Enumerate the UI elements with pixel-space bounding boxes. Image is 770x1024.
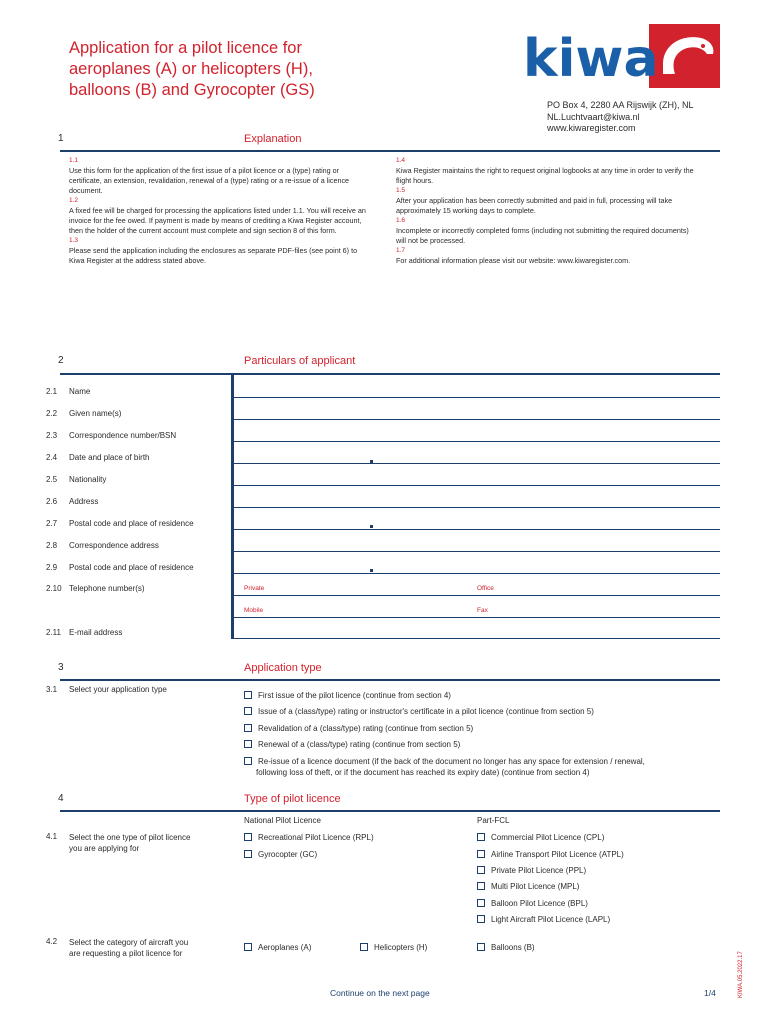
option-label: Renewal of a (class/type) rating (continue from section 5) [258, 740, 461, 749]
page-number: 1/4 [704, 988, 716, 998]
row-number: 4.2 [46, 937, 58, 946]
checkbox[interactable] [244, 707, 252, 715]
row-label-line: are requesting a pilot licence for [69, 949, 183, 958]
checkbox[interactable] [244, 850, 252, 858]
checkbox[interactable] [244, 691, 252, 699]
checkbox[interactable] [477, 899, 485, 907]
option-gc[interactable] [244, 849, 317, 860]
nationality-field[interactable] [234, 485, 720, 486]
section-divider [60, 679, 720, 681]
section-title: Explanation [244, 133, 302, 145]
checkbox[interactable] [477, 866, 485, 874]
checkbox[interactable] [244, 833, 252, 841]
section-number: 4 [58, 793, 64, 804]
page-title [69, 38, 369, 101]
checkbox[interactable] [244, 740, 252, 748]
item-text: For additional information please visit our website: www.kiwaregister.com. [396, 256, 631, 265]
section-divider [60, 810, 720, 812]
item-text: A fixed fee will be charged for processing the applications listed under 1.1. You will receive an invoice for the fee owed. If payment is made by means of crediting a Kiwa Register account, then the holder of the current account must complete and sign section 8 of this form. [69, 206, 366, 235]
row-label-line: Select the category of aircraft you [69, 938, 189, 947]
correspondence-number-field[interactable] [234, 441, 720, 442]
phone-fax-label: Fax [477, 607, 488, 614]
phone-mobile-label: Mobile [244, 607, 264, 614]
postal-code-field[interactable] [234, 529, 720, 530]
row-number: 2.10 [46, 584, 62, 593]
logo-text: kiwa [523, 29, 659, 88]
checkbox[interactable] [477, 850, 485, 858]
item-number: 1.7 [396, 247, 406, 254]
field-separator-dot [370, 569, 373, 572]
email-field[interactable] [234, 638, 720, 639]
checkbox[interactable] [477, 915, 485, 923]
row-number: 2.5 [46, 475, 58, 484]
row-label: Telephone number(s) [69, 584, 145, 593]
row-label-line: you are applying for [69, 844, 140, 853]
row-label: Given name(s) [69, 409, 122, 418]
row-label: Select your application type [69, 685, 167, 694]
row-label: Nationality [69, 475, 107, 484]
option-lapl[interactable] [477, 914, 610, 925]
item-text: After your application has been correctly submitted and paid in full, processing will take approximately 15 working days to complete. [396, 196, 673, 215]
row-number: 2.7 [46, 519, 58, 528]
checkbox[interactable] [244, 943, 252, 951]
row-label [69, 832, 190, 854]
option-label: Helicopters (H) [374, 943, 428, 952]
option-label: Light Aircraft Pilot Licence (LAPL) [491, 915, 611, 924]
continue-note: Continue on the next page [330, 988, 430, 998]
option-mpl[interactable] [477, 881, 579, 892]
option-label: Issue of a (class/type) rating or instructor's certificate in a pilot licence (continue from section 5) [258, 707, 594, 716]
given-names-field[interactable] [234, 419, 720, 420]
item-number: 1.5 [396, 187, 406, 194]
phone-mobile-field[interactable] [234, 617, 720, 618]
option-label: First issue of the pilot licence (continue from section 4) [258, 691, 451, 700]
section-number: 1 [58, 133, 64, 144]
field-separator-dot [370, 525, 373, 528]
row-number: 2.6 [46, 497, 58, 506]
section-title: Type of pilot licence [244, 793, 341, 805]
column-header-partfcl: Part-FCL [477, 816, 510, 825]
checkbox[interactable] [244, 757, 252, 765]
option-reissue-continued: following loss of theft, or if the document has reached its expiry date) (continue from section 4) [256, 768, 590, 777]
item-number: 1.3 [69, 237, 79, 244]
option-label: Commercial Pilot Licence (CPL) [491, 833, 605, 842]
option-reissue[interactable] [244, 756, 645, 767]
checkbox[interactable] [360, 943, 368, 951]
row-label: Correspondence number/BSN [69, 431, 177, 440]
item-number: 1.4 [396, 157, 406, 164]
explanation-right [396, 156, 696, 266]
title-line-3: balloons (B) and Gyrocopter (GS) [69, 81, 315, 99]
row-label: Postal code and place of residence [69, 563, 194, 572]
row-number: 2.2 [46, 409, 58, 418]
checkbox[interactable] [244, 724, 252, 732]
option-atpl[interactable] [477, 849, 624, 860]
address-line: PO Box 4, 2280 AA Rijswijk (ZH), NL [547, 100, 694, 110]
row-label: Address [69, 497, 99, 506]
section-divider [60, 150, 720, 152]
correspondence-address-field[interactable] [234, 551, 720, 552]
row-label-line: Select the one type of pilot licence [69, 833, 191, 842]
option-label: Airline Transport Pilot Licence (ATPL) [491, 850, 624, 859]
birth-date-place-field[interactable] [234, 463, 720, 464]
option-label: Re-issue of a licence document (if the back of the document no longer has any space for extension / renewal, [258, 757, 645, 766]
name-field[interactable] [234, 397, 720, 398]
phone-private-label: Private [244, 585, 265, 592]
row-label: Correspondence address [69, 541, 159, 550]
item-number: 1.6 [396, 217, 406, 224]
row-label: E-mail address [69, 628, 123, 637]
row-number: 4.1 [46, 832, 58, 841]
checkbox[interactable] [477, 833, 485, 841]
column-header-national: National Pilot Licence [244, 816, 321, 825]
website-line: www.kiwaregister.com [547, 123, 636, 133]
title-line-1: Application for a pilot licence for [69, 39, 302, 57]
option-cpl[interactable] [477, 832, 604, 843]
section-number: 2 [58, 355, 64, 366]
email-line: NL.Luchtvaart@kiwa.nl [547, 111, 640, 122]
title-line-2: aeroplanes (A) or helicopters (H), [69, 60, 313, 78]
section-number: 3 [58, 662, 64, 673]
option-helicopters[interactable] [360, 942, 427, 953]
option-label: Private Pilot Licence (PPL) [491, 866, 587, 875]
section-title: Application type [244, 662, 322, 674]
option-bpl[interactable] [477, 898, 588, 909]
checkbox[interactable] [477, 943, 485, 951]
row-label: Postal code and place of residence [69, 519, 194, 528]
option-issue-rating[interactable] [244, 706, 594, 717]
field-separator-dot [370, 460, 373, 463]
option-balloons[interactable] [477, 942, 535, 953]
item-text: Kiwa Register maintains the right to request original logbooks at any time in order to verify the flight hours. [396, 166, 694, 185]
kiwa-logo [523, 24, 720, 88]
option-aeroplanes[interactable] [244, 942, 311, 953]
row-number: 2.9 [46, 563, 58, 572]
section-title: Particulars of applicant [244, 355, 356, 367]
phone-private-field[interactable] [234, 595, 720, 596]
row-label: Date and place of birth [69, 453, 150, 462]
row-number: 2.11 [46, 628, 61, 637]
address-block [547, 100, 694, 135]
option-label: Multi Pilot Licence (MPL) [491, 882, 580, 891]
row-number: 2.8 [46, 541, 58, 550]
option-label: Gyrocopter (GC) [258, 850, 318, 859]
option-rpl[interactable] [244, 832, 374, 843]
item-text: Incomplete or incorrectly completed forms (including not submitting the required documents) will not be processed. [396, 226, 689, 245]
row-number: 2.1 [46, 387, 58, 396]
item-number: 1.1 [69, 157, 79, 164]
checkbox[interactable] [477, 882, 485, 890]
row-number: 2.4 [46, 453, 58, 462]
explanation-left [69, 156, 369, 266]
row-number: 2.3 [46, 431, 58, 440]
option-renewal[interactable] [244, 739, 460, 750]
section-divider [60, 373, 720, 375]
row-label: Name [69, 387, 91, 396]
option-label: Revalidation of a (class/type) rating (continue from section 5) [258, 724, 474, 733]
row-number: 3.1 [46, 685, 58, 694]
option-first-issue[interactable] [244, 690, 451, 701]
option-ppl[interactable] [477, 865, 586, 876]
item-number: 1.2 [69, 197, 79, 204]
document-code: KIWA.05.2022.17 [738, 951, 744, 998]
option-label: Balloon Pilot Licence (BPL) [491, 899, 588, 908]
option-label: Balloons (B) [491, 943, 535, 952]
phone-office-label: Office [477, 585, 494, 592]
option-label: Recreational Pilot Licence (RPL) [258, 833, 374, 842]
row-label [69, 937, 188, 959]
item-text: Please send the application including the enclosures as separate PDF-files (see point 6) to Kiwa Register at the address stated above. [69, 246, 358, 265]
option-label: Aeroplanes (A) [258, 943, 312, 952]
correspondence-postal-field[interactable] [234, 573, 720, 574]
item-text: Use this form for the application of the first issue of a pilot licence or a (type) rating or certificate, an extension, revalidation, renewal of a (type) rating or a re-issue of a licence document. [69, 166, 350, 195]
address-field[interactable] [234, 507, 720, 508]
option-revalidation[interactable] [244, 723, 473, 734]
